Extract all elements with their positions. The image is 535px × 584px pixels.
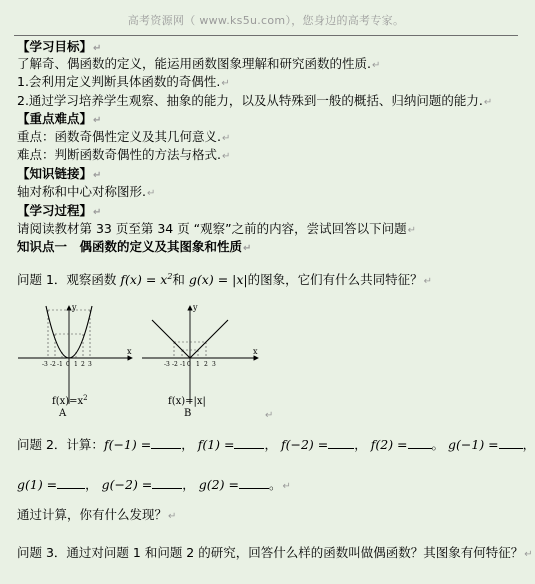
fig-b-letter: B xyxy=(184,408,192,419)
fig-b-x-label: x xyxy=(253,347,258,356)
para-mark: ↵ xyxy=(371,60,381,71)
fig-b-tick-2: -1 xyxy=(180,361,186,368)
keypoints-title: 【重点难点】↵ xyxy=(17,111,102,126)
page-header: 高考资源网（ www.ks5u.com），您身边的高考专家。 xyxy=(127,14,405,27)
process-intro: 请阅读教材第 33 页至第 34 页 “观察”之前的内容，尝试回答以下问题↵ xyxy=(17,221,417,236)
q2-item-f-neg2: f(−2) = xyxy=(280,437,329,452)
keypoints-line-0: 重点：函数奇偶性定义及其几何意义.↵ xyxy=(17,129,231,144)
para-mark: ↵ xyxy=(243,243,252,254)
fig-b-caption: f(x)=|x| xyxy=(168,396,206,407)
question-3: 问题 3．通过对问题 1 和问题 2 的研究，回答什么样的函数叫做偶函数？其图象有何特征？↵ xyxy=(17,545,533,560)
section-title: 知识点一 偶函数的定义及其图象和性质↵ xyxy=(17,239,252,254)
q2-item-f-2: f(2) = xyxy=(370,437,408,452)
para-mark: ↵ xyxy=(168,511,177,522)
q1-and: 和 xyxy=(172,272,185,288)
para-mark: ↵ xyxy=(524,549,533,560)
fig-b-tick-4: 1 xyxy=(196,361,200,368)
fig-a-tick-1: -2 xyxy=(50,361,56,368)
para-mark: ↵ xyxy=(221,151,231,162)
para-mark: ↵ xyxy=(423,276,433,288)
para-mark: ↵ xyxy=(265,410,274,421)
fig-b-tick-6: 3 xyxy=(212,361,216,368)
fig-b-tick-3: 0 xyxy=(187,361,191,368)
fig-b-tick-0: -3 xyxy=(164,361,170,368)
q1-suffix: 的图象，它们有什么共同特征？ xyxy=(247,272,423,288)
fig-b-y-label: y xyxy=(193,303,198,312)
fig-a-tick-0: -3 xyxy=(42,361,48,368)
fig-b-tick-1: -2 xyxy=(172,361,178,368)
fig-a-tick-4: 1 xyxy=(74,361,78,368)
para-mark: ↵ xyxy=(93,170,102,181)
links-title: 【知识链接】↵ xyxy=(17,166,102,181)
para-mark: ↵ xyxy=(407,225,417,236)
keypoints-line-1: 难点：判断函数奇偶性的方法与格式.↵ xyxy=(17,147,231,162)
links-line-0: 轴对称和中心对称图形.↵ xyxy=(17,184,156,199)
question-2-row-1: 问题 2．计算：f(−1) = ， f(1) = ， f(−2) = ， f(2) = 。 g(−1) = ， xyxy=(17,437,535,452)
fig-a-y-label: y xyxy=(72,303,77,312)
q2-item-f-neg1: f(−1) = xyxy=(103,437,152,452)
q2-item-g-neg2: g(−2) = xyxy=(101,477,153,492)
para-mark: ↵ xyxy=(93,207,102,218)
para-mark: ↵ xyxy=(221,133,231,144)
para-mark: ↵ xyxy=(282,481,291,492)
header-rule xyxy=(14,35,518,36)
fig-a-tick-6: 3 xyxy=(88,361,92,368)
goals-line-2: 2.通过学习培养学生观察、抽象的能力，以及从特殊到一般的概括、归纳问题的能力.↵ xyxy=(17,93,493,108)
fig-b-tick-5: 2 xyxy=(204,361,208,368)
q2-item-g-2: g(2) = xyxy=(198,477,239,492)
fig-a-x-label: x xyxy=(127,347,132,356)
fig-a-tick-3: 0 xyxy=(66,361,70,368)
question-1 xyxy=(17,268,432,290)
question-2-discovery: 通过计算，你有什么发现？↵ xyxy=(17,507,177,522)
para-mark: ↵ xyxy=(93,115,102,126)
goals-line-1: 1.会利用定义判断具体函数的奇偶性.↵ xyxy=(17,74,230,89)
q1-g-expr: g(x) = |x| xyxy=(188,272,248,288)
figure-b xyxy=(138,300,262,420)
fig-a-letter: A xyxy=(59,408,67,419)
process-title: 【学习过程】↵ xyxy=(17,203,102,218)
goals-line-0: 了解奇、偶函数的定义，能运用函数图象理解和研究函数的性质.↵ xyxy=(17,56,381,71)
fig-a-tick-2: -1 xyxy=(57,361,63,368)
para-mark: ↵ xyxy=(483,97,493,108)
q2-prefix: 问题 2．计算： xyxy=(17,437,104,452)
para-mark: ↵ xyxy=(146,188,156,199)
q2-item-g-1: g(1) = xyxy=(17,477,58,492)
para-mark: ↵ xyxy=(221,78,230,89)
q2-item-f-1: f(1) = xyxy=(197,437,235,452)
goals-title: 【学习目标】↵ xyxy=(17,39,102,54)
question-2-row-2: g(1) = ， g(−2) = ， g(2) = 。↵ xyxy=(17,477,291,492)
fig-a-tick-5: 2 xyxy=(81,361,85,368)
fig-a-caption: $f(x)=x^2$ xyxy=(52,394,88,407)
q1-f-expr: $f(x) = x^2$ xyxy=(120,272,173,288)
figure-a xyxy=(14,300,138,420)
q2-item-g-neg1: g(−1) = xyxy=(448,437,499,452)
q1-prefix: 问题 1．观察函数 xyxy=(17,272,117,288)
para-mark: ↵ xyxy=(93,43,102,54)
